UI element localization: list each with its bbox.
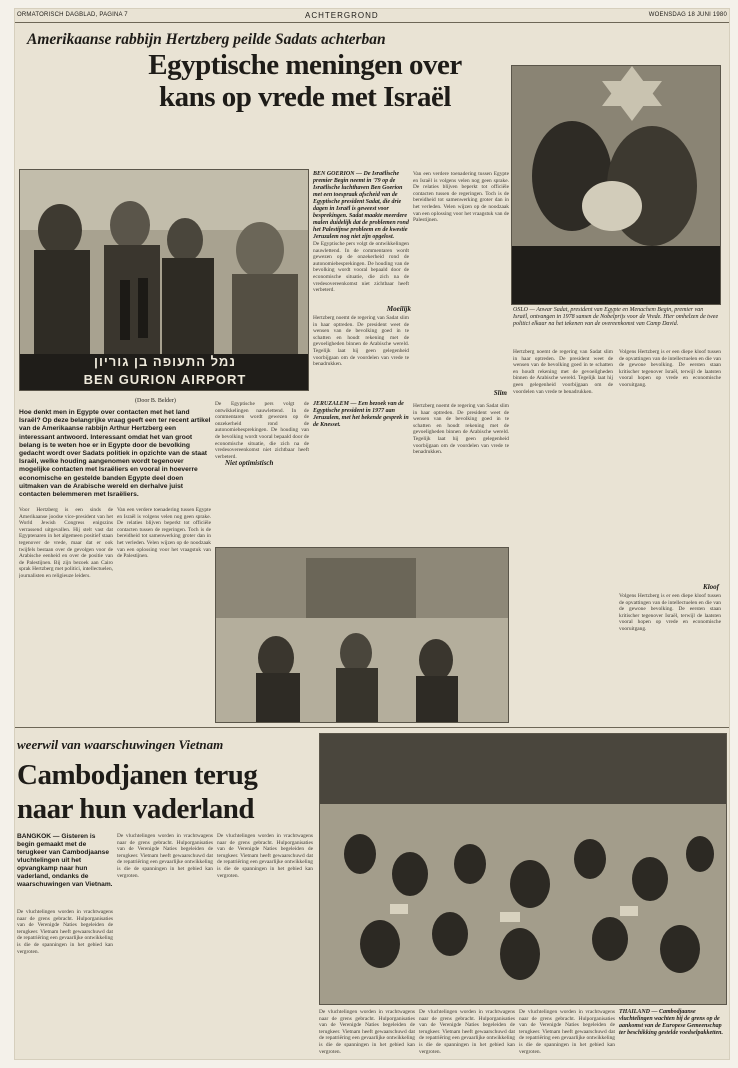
- article2-column-1: De vluchtelingen worden in vrachtwagens naar de grens gebracht. Hulporganisaties van de Verenigde Naties begeleiden de terugkeer. Vietnam heeft gewaarschuwd dat de repatriëring een gevaarlijke ontwikkeling is die de spanningen in het gebied kan vergroten.: [17, 909, 113, 955]
- article2-headline-line2: naar hun vaderland: [17, 793, 255, 825]
- article2-column-6: De vluchtelingen worden in vrachtwagens naar de grens gebracht. Hulporganisaties van de Verenigde Naties begeleiden de terugkeer. Vietnam heeft gewaarschuwd dat de repatriëring een gevaarlijke ontwikkeling is die de spanningen in het gebied kan vergroten.: [519, 1009, 615, 1055]
- subhead-slim: Slim: [493, 389, 507, 397]
- caption-oslo: OSLO — Anwar Sadat, president van Egypte en Menachem Begin, premier van Israël, ontvangen in 1978 samen de Nobelprijs voor de Vrede. Hier omhelzen de twee politici elkaar na het tekenen van de overeenkomst van Camp David.: [513, 307, 719, 327]
- section-title: ACHTERGROND: [305, 11, 379, 20]
- photo-oslo: [511, 65, 721, 305]
- photo-jeruzalem: [215, 547, 509, 723]
- article1-column-9: Volgens Hertzberg is er een diepe kloof tussen de opvattingen van de intellectuelen en die van de gewone bevolking. De eersten staan kritischer tegenover Israël, terwijl de laatsten vooral hopen op vrede en economische vooruitgang.: [619, 349, 721, 388]
- article1-column-5: Van een verdere toenadering tussen Egypte en Israël is volgens velen nog geen sprake. De relaties blijven beperkt tot officiële contacten tussen de regeringen. Toch is de bereidheid tot samenwerking groter dan in het verleden. Velen wijzen op de noodzaak van een oplossing voor het vraagstuk van de Palestijnen.: [413, 171, 509, 224]
- article2-column-4: De vluchtelingen worden in vrachtwagens naar de grens gebracht. Hulporganisaties van de Verenigde Naties begeleiden de terugkeer. Vietnam heeft gewaarschuwd dat de repatriëring een gevaarlijke ontwikkeling is die de spanningen in het gebied kan vergroten.: [319, 1009, 415, 1055]
- header-date: WOENSDAG 18 JUNI 1980: [648, 12, 727, 18]
- page-header: [15, 9, 730, 23]
- article1-column-6: De Egyptische pers volgt de ontwikkelingen nauwlettend. In de commentaren wordt gewezen op de onzekerheid rond de autonomiebesprekingen. De houding van de bevolking wordt vooral bepaald door de economische situatie, die zich na de vredesovereenkomst niet zichtbaar heeft verbeterd.: [215, 401, 309, 460]
- article1-headline-line1: Egyptische meningen over: [148, 49, 462, 81]
- caption-cambodja: THAILAND — Cambodjaanse vluchtelingen wachten bij de grens op de aankomst van de Europese Gemeenschap ter beschikking gestelde voedselpakketten.: [619, 1009, 723, 1036]
- article2-lead: BANGKOK — Gisteren is begin gemaakt met de terugkeer van Cambodjaanse vluchtelingen uit het opvangkamp naar hun vaderland, ondanks de waarschuwingen van Vietnam.: [17, 833, 113, 888]
- article-separator: [15, 727, 730, 728]
- article1-column-8: Hertzberg noemt de regering van Sadat slim in haar optreden. De president weet de wensen van de bevolking goed in te schatten en houdt rekening met de gevoeligheden binnen de Arabische wereld. Tegelijk laat hij geen gelegenheid voorbijgaan om de voordelen van vrede te benadrukken.: [513, 349, 613, 395]
- article1-column-1: Voor Hertzberg is een sinds de Amerikaanse joodse vice-president van het World Jewish Congress enigszins verrassend uitgevallen. Hij stelt vast dat Egyptenaren in het algemeen positief staan tegenover de vrede, maar dat er ook twijfels bestaan over de gevolgen voor de Arabische eenheid en over de positie van de Palestijnen. Bij zijn bezoek aan Cairo sprak Hertzberg met politici, intellectuelen, journalisten en religieuze leiders.: [19, 507, 113, 579]
- article2-headline-line1: Cambodjanen terug: [17, 759, 258, 791]
- photo-cambodja: [319, 733, 727, 1005]
- article1-column-10: Volgens Hertzberg is er een diepe kloof tussen de opvattingen van de intellectuelen en die van de gewone bevolking. De eersten staan kritischer tegenover Israël, terwijl de laatsten vooral hopen op vrede en economische vooruitgang.: [619, 593, 721, 632]
- newspaper-page: [14, 8, 730, 1060]
- caption-ben-gurion: BEN GOERION — De Israëlische premier Begin neemt in '79 op de Israëlische luchthaven Ben Goerion met een toespraak afscheid van de Egyptische president Sadat, die drie dagen in Israël is geweest voor besprekingen. Sadat maakte meerdere malen duidelijk dat de problemen rond het Palestijnse probleem en de kwestie Jeruzalem nog niet zijn opgelost.: [313, 171, 409, 240]
- photo-ben-gurion: [19, 169, 309, 391]
- caption-jeruzalem: JERUZALEM — Een bezoek van de Egyptische president in 1977 aan Jeruzalem, met het bekende gesprek in de Knesset.: [313, 401, 409, 428]
- article2-kicker: weerwil van waarschuwingen Vietnam: [17, 737, 224, 752]
- photo-cambodja-scene: [320, 734, 727, 1005]
- article2-column-2: De vluchtelingen worden in vrachtwagens naar de grens gebracht. Hulporganisaties van de Verenigde Naties begeleiden de terugkeer. Vietnam heeft gewaarschuwd dat de repatriëring een gevaarlijke ontwikkeling is die de spanningen in het gebied kan vergroten.: [117, 833, 213, 879]
- article2-column-3: De vluchtelingen worden in vrachtwagens naar de grens gebracht. Hulporganisaties van de Verenigde Naties begeleiden de terugkeer. Vietnam heeft gewaarschuwd dat de repatriëring een gevaarlijke ontwikkeling is die de spanningen in het gebied kan vergroten.: [217, 833, 313, 879]
- header-left: ORMATORISCH DAGBLAD, PAGINA 7: [17, 12, 128, 18]
- airport-sign: BEN GURION AIRPORT: [83, 372, 247, 387]
- subhead-niet-optimistisch: Niet optimistisch: [225, 459, 274, 467]
- photo-oslo-scene: [512, 66, 721, 305]
- photo-jeruzalem-scene: [216, 548, 509, 723]
- article2-column-5: De vluchtelingen worden in vrachtwagens naar de grens gebracht. Hulporganisaties van de Verenigde Naties begeleiden de terugkeer. Vietnam heeft gewaarschuwd dat de repatriëring een gevaarlijke ontwikkeling is die de spanningen in het gebied kan vergroten.: [419, 1009, 515, 1055]
- byline: (Door B. Belder): [135, 398, 176, 404]
- subhead-kloof: Kloof: [703, 583, 719, 591]
- article1-headline-line2: kans op vrede met Israël: [159, 81, 451, 113]
- article1-column-4: Hertzberg noemt de regering van Sadat slim in haar optreden. De president weet de wensen van de bevolking goed in te schatten en houdt rekening met de gevoeligheden binnen de Arabische wereld. Tegelijk laat hij geen gelegenheid voorbijgaan om de voordelen van vrede te benadrukken.: [313, 315, 409, 368]
- subhead-moeilijk: Moeilijk: [386, 305, 411, 313]
- airport-sign-hebrew: נמל התעופה בן גוריון: [94, 354, 236, 369]
- article1-column-2: Van een verdere toenadering tussen Egypte en Israël is volgens velen nog geen sprake. De relaties blijven beperkt tot officiële contacten tussen de regeringen. Toch is de bereidheid tot samenwerking groter dan in het verleden. Velen wijzen op de noodzaak van een oplossing voor het vraagstuk van de Palestijnen.: [117, 507, 211, 560]
- article1-lead: Hoe denkt men in Egypte over contacten met het land Israël? Op deze belangrijke vraag geeft een ter recent artikel van de Amerikaanse rabbijn Arthur Hertzberg een interessant antwoord. Interessant omdat het van groot belang is te weten hoe er in Egypte door de bevolking gedacht wordt over Sadats politiek in opzichte van de staat Israël, welke houding aangenomen wordt tegenover mogelijke contacten met Israëliers en vooral in hoeverre economische en gestelde banden Egypte deel doen uitmaken van de Arabische wereld en derhalve juist contacten belemmeren met Israëliers.: [19, 409, 211, 499]
- article1-kicker: Amerikaanse rabbijn Hertzberg peilde Sadats achterban: [27, 31, 386, 48]
- article1-column-7: Hertzberg noemt de regering van Sadat slim in haar optreden. De president weet de wensen van de bevolking goed in te schatten en houdt rekening met de gevoeligheden binnen de Arabische wereld. Tegelijk laat hij geen gelegenheid voorbijgaan om de voordelen van vrede te benadrukken.: [413, 403, 509, 456]
- article1-column-3: De Egyptische pers volgt de ontwikkelingen nauwlettend. In de commentaren wordt gewezen op de onzekerheid rond de autonomiebesprekingen. De houding van de bevolking wordt vooral bepaald door de economische situatie, die zich na de vredesovereenkomst niet zichtbaar heeft verbeterd.: [313, 241, 409, 294]
